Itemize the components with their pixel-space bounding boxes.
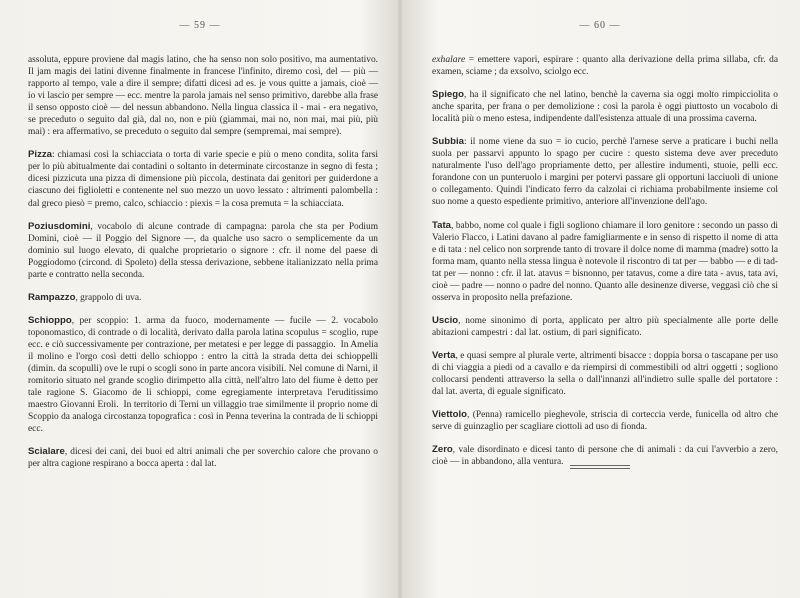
- entry-headword: Scialare: [28, 446, 65, 458]
- entry-text: , vocabolo di alcune contrade di campagna: parola che sta per Podium Domini, cioè — il Poggio del Signore —, da qualche uso sacro o semplicemente da un dominio sul luogo elevato, di qualche proprietario o signore : cfr. il nome del paese di Poggiodomo (circond. di Spoleto) della stessa derivazione, sebbene italianizzato nella prima parte e contratto nella seconda.: [28, 221, 378, 280]
- dictionary-entry: [432, 89, 778, 125]
- entry-text: = emettere vapori, espirare : quanto alla derivazione della prima sillaba, cfr. da examen, sciame ; da exsolvo, sciolgo ecc.: [432, 55, 778, 78]
- entry-headword: Poziusdomini: [28, 220, 91, 232]
- page-number: — 60 —: [579, 20, 621, 31]
- entry-text: assoluta, eppure proviene dal magis latino, che ha senso non solo positivo, ma aumentativo. Il jam magis dei latini divenne finalmente in francese l'infinito, diremo così, del — più — rapporto al tempo, vale a dire il sempre; difatti dicesi ad es. je vous quitte a jamais, cioè — io vi lascio per sempre — ecc. mentre la parola jamais nel senso primitivo, darebbe alla frase il senso opposto cioè — del nessun abbandono. Nella lingua classica il - mai - era negativo, se preceduto o seguito dal già, dal no, non e più (giammai, mai no, non mai, mai più, più mai) : era affermativo, se preceduto o seguito dal sempre (sempremai, mai sempre).: [28, 55, 378, 138]
- entry-headword: Uscio: [432, 314, 459, 326]
- end-rule: [570, 465, 630, 466]
- dictionary-entry: [28, 446, 378, 470]
- dictionary-entry: [28, 54, 378, 138]
- entry-text: : chiamasi così la schiacciata o torta di varie specie e più o meno condita, solita farsi per lo più abitualmente dai contadini o soltanto in determinate circostanze in segno di festa ; dicesi pizzicuta una pizza di dimensione più piccola, destinata dai genitori per guiderdone a ciascuno dei figlioletti e contenente nel suo mezzo un uovo lessato : altrimenti palombella : dal greco piesò = premo, calco, schiaccio : piexis = la cosa premuta = la schiacciata.: [28, 150, 378, 209]
- entry-text: , ha il significato che nel latino, benchè la caverna sia oggi molto rimpicciolita o anche sparita, per frana o per demolizione : così la parola è oggi piuttosto un vocabolo di località più o meno estesa, indipendente dall'esistenza attuale di una prossima caverna.: [432, 90, 778, 125]
- end-rule: [570, 468, 630, 469]
- entry-text: , nome sinonimo di porta, applicato per altro più specialmente alle porte delle abitazioni campestri : dal lat. ostium, di pari significato.: [432, 315, 778, 338]
- entry-headword: Subbia: [432, 136, 464, 148]
- entry-text: , e quasi sempre al plurale verte, altrimenti bisacce : doppia borsa o tascapane per uso di chi viaggia a piedi od a cavallo e da riempirsi di commestibili od altri oggetti ; sogliono collocarsi pendenti attraverso la sella o dall'innanzi all'indietro sulle spalle del portatore : dal lat. averta, di eguale significato.: [432, 350, 778, 398]
- entry-text: , grappolo di uva.: [75, 292, 142, 303]
- dictionary-entry: [432, 409, 778, 433]
- dictionary-entry: [28, 292, 378, 304]
- entry-headword: Verta: [432, 349, 456, 361]
- entry-headword: Pizza: [28, 149, 52, 161]
- entry-headword: Rampazzo: [28, 291, 76, 303]
- text-column: [28, 54, 378, 481]
- dictionary-entry: [28, 221, 378, 281]
- dictionary-entry: [28, 315, 378, 435]
- dictionary-entry: [432, 136, 778, 208]
- entry-text: : il nome viene da suo = io cucio, perchè l'arnese serve a praticare i buchi nella suola per passarvi appunto lo spago per cucire : questo sistema deve aver preceduto naturalmente l'uso dell'ago propriamente detto, per allestire indumenti, stuoie, pelli ecc. forandone con un punteruolo i margini per potervi passare gli opportuni lacciuoli di unione o collegamento. Quindi l'indicato ferro da calzolai ci richiama probabilmente insieme col suo nome a questo espediente primitivo, anteriore all'invenzione dell'ago.: [432, 137, 778, 208]
- right-page: [400, 0, 800, 598]
- entry-headword: Zero: [432, 444, 453, 456]
- entry-text: , dicesi dei cani, dei buoi ed altri animali che per soverchio calore che provano o per altra cagione respirano a bocca aperta : dal lat.: [28, 447, 378, 470]
- dictionary-entry: [432, 220, 778, 304]
- entry-headword: Viettolo: [432, 409, 468, 421]
- dictionary-entry: [432, 350, 778, 398]
- dictionary-entry: [432, 54, 778, 78]
- entry-headword: Tata: [432, 219, 452, 231]
- entry-text: , per scoppio: 1. arma da fuoco, modernamente — fucile — 2. vocabolo toponomastico, di contrade o di località, derivato dalla parola latina scopulus = scoglio, rupe ecc. e ciò successivamente per contrazione, per metatesi e per legge di passaggio. In Amelia il molino e l'orgo così detti dello schioppo : entro la città la strada detta dei schioppelli (dimin. da scopulli) ove le rupi o scogli sono in parte ancora visibili. Nel comune di Narni, il romitorio situato nel grande scoglio dirimpetto alla città, nell'altro lato del fiume è detto per tale ragione S. Giacomo de li schioppi, come egregiamente interpretava l'eruditissimo maestro Giovanni Eroli. In territorio di Terni un villaggio trae similmente il proprio nome di Scoppio da analoga circostanza topografica : così in Penna teverina la contrada de li schioppi ecc.: [28, 315, 378, 435]
- entry-headword: Spiego: [432, 89, 464, 101]
- entry-headword: Schioppo: [28, 314, 72, 326]
- entry-headword: exhalare: [432, 54, 466, 65]
- dictionary-entry: [432, 315, 778, 339]
- entry-text: , babbo, nome col quale i figli sogliono chiamare il loro genitore : secondo un passo di Valerio Flacco, i Latini davano al padre famigliarmente e in senso di rispetto il nome di atta e di tata : nel celico non sorprende tanto di trovare il dolce nome di mamma (madre) sotto la forma mam, quanto nella stessa lingua è notevole il riscontro di tat per — babbo — e di tad-tat per — nonno : cfr. il lat. atavus = bisnonno, per tatavus, come a dire tata - avus, tata avi, cioè — padre — nonno o padre del nonno. Quanto alle desinenze diverse, veggasi ciò che si osserva in proposito nella prefazione.: [432, 220, 779, 303]
- dictionary-entry: [28, 149, 378, 209]
- text-column: [432, 54, 778, 479]
- page-number: — 59 —: [179, 20, 221, 31]
- entry-text: , vale disordinato e dicesi tanto di persone che di animali : da cui l'avverbio a zero, cioè — in abbandono, alla ventura.: [432, 445, 778, 468]
- entry-text: , (Penna) ramicello pieghevole, striscia di corteccia verde, funicella od altro che serve di guinzaglio per scagliare ciottoli ad uso di fionda.: [432, 410, 778, 433]
